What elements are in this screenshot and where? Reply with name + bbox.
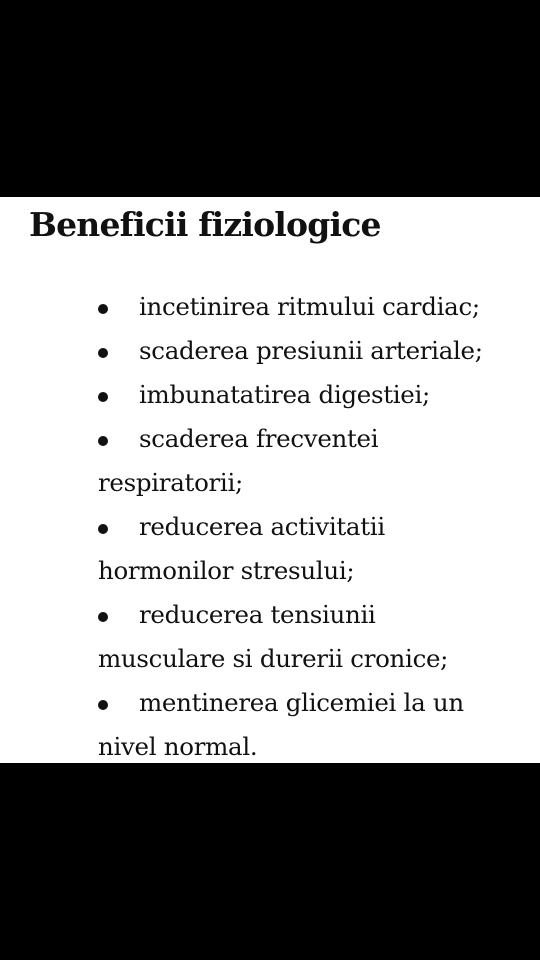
bullet-icon (98, 304, 108, 314)
bullet-icon (98, 436, 108, 446)
list-item (0, 329, 540, 373)
bullet-icon (98, 392, 108, 402)
list-item-text: reducerea tensiunii (139, 600, 376, 629)
list-item (0, 285, 540, 329)
page-title: Beneficii fiziologice (29, 205, 381, 244)
list-item (0, 373, 540, 417)
document-card (0, 197, 540, 763)
bullet-icon (98, 612, 108, 622)
list-item (0, 593, 540, 681)
list-item-text: incetinirea ritmului cardiac; (139, 292, 480, 321)
list-item-text: scaderea presiunii arteriale; (139, 336, 483, 365)
bullet-icon (98, 700, 108, 710)
list-item (0, 417, 540, 505)
list-item-text-continuation: musculare si durerii cronice; (98, 644, 449, 673)
list-item-text: mentinerea glicemiei la un (139, 688, 464, 717)
bullet-icon (98, 524, 108, 534)
list-item-text-continuation: respiratorii; (98, 468, 243, 497)
list-item (0, 505, 540, 593)
benefits-list (0, 285, 540, 769)
list-item-text-continuation: nivel normal. (98, 732, 258, 761)
list-item-text: imbunatatirea digestiei; (139, 380, 430, 409)
list-item-text-continuation: hormonilor stresului; (98, 556, 355, 585)
bullet-icon (98, 348, 108, 358)
list-item-text: reducerea activitatii (139, 512, 385, 541)
list-item-text: scaderea frecventei (139, 424, 379, 453)
list-item (0, 681, 540, 769)
